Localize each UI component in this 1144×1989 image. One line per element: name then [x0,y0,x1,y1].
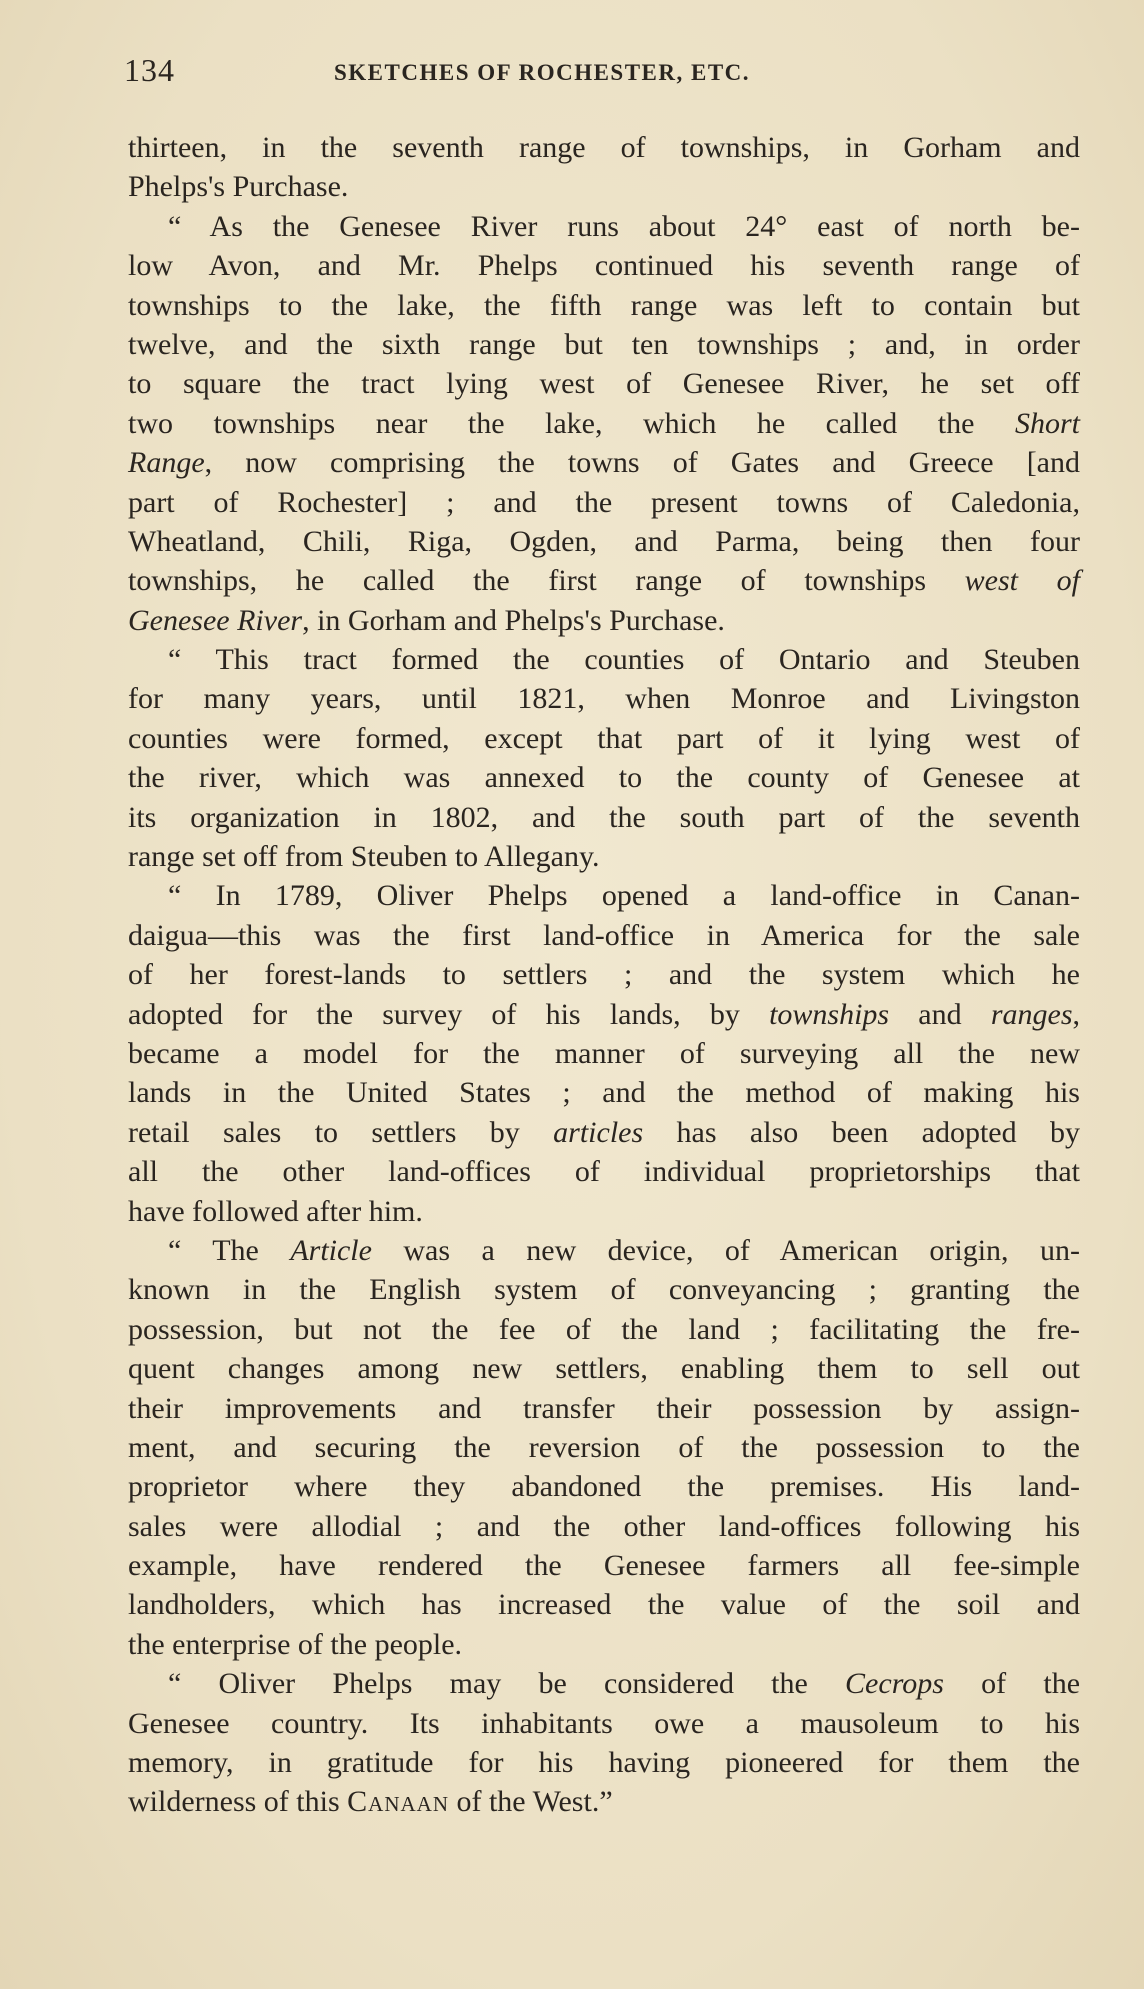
text-line [128,1073,1080,1112]
text-run: the enterprise of the people. [128,1627,463,1661]
text-run: “ The [168,1233,291,1267]
text-run: quent changes among new settlers, enabling them to sell out [128,1352,1080,1386]
text-line [128,561,1080,600]
text-line [128,758,1080,797]
text-run: townships, he called the first range of townships [128,564,965,598]
body-text [128,128,1080,1822]
text-run: twelve, and the sixth range but ten townships ; and, in order [128,327,1080,361]
text-run: landholders, which has increased the value of the soil and [128,1588,1080,1622]
text-line [128,167,1080,206]
text-run: and [889,997,991,1031]
text-run: their improvements and transfer their possession by assign- [128,1391,1080,1425]
text-run: possession, but not the fee of the land ; facilitating the fre- [128,1312,1080,1346]
text-line [128,1782,1080,1821]
text-run: sales were allodial ; and the other land-offices following his [128,1509,1080,1543]
text-line [128,483,1080,522]
text-line [128,876,1080,915]
text-run: thirteen, in the seventh range of townships, in Gorham and [128,131,1080,164]
text-run: counties were formed, except that part of it lying west of [128,721,1080,755]
text-line [128,1585,1080,1624]
text-run: “ In 1789, Oliver Phelps opened a land-office in Canan- [168,879,1080,913]
text-run: west of [964,564,1081,598]
text-line [128,640,1080,679]
text-line [128,1467,1080,1506]
text-run: articles [553,1115,644,1149]
text-line [128,207,1080,246]
text-line [128,443,1080,482]
text-run: known in the English system of conveyancing ; granting the [128,1273,1080,1307]
text-run: wilderness of this [128,1785,348,1819]
text-line [128,1113,1080,1152]
text-line [128,798,1080,837]
text-line [128,679,1080,718]
text-run: ranges [990,997,1073,1031]
text-run: two townships near the lake, which he called the [128,406,1015,440]
text-line [128,1507,1080,1546]
text-line [128,1034,1080,1073]
text-line [128,916,1080,955]
text-run: retail sales to settlers by [128,1115,554,1149]
text-line [128,837,1080,876]
text-line [128,1625,1080,1664]
text-run: to square the tract lying west of Genesee River, he set off [128,367,1080,401]
text-line [128,1310,1080,1349]
text-line [128,1152,1080,1191]
text-run: memory, in gratitude for his having pioneered for them the [128,1746,1080,1780]
text-run: “ This tract formed the counties of Ontario and Steuben [168,643,1080,677]
text-run: ment, and securing the reversion of the possession to the [128,1430,1080,1464]
text-run: townships [769,997,890,1031]
text-run: adopted for the survey of his lands, by [128,997,770,1031]
page-header [124,52,1084,96]
text-run: Genesee country. Its inhabitants owe a mausoleum to his [128,1706,1080,1740]
text-run: part of Rochester] ; and the present towns of Caledonia, [128,485,1080,519]
text-run: became a model for the manner of surveying all the new [128,1036,1080,1070]
text-line [128,1349,1080,1388]
text-line [128,404,1080,443]
text-line [128,1389,1080,1428]
text-run: , [1072,997,1080,1031]
text-run: daigua—this was the first land-office in America for the sale [128,918,1080,952]
text-run: of the [943,1667,1081,1701]
text-line [128,1546,1080,1585]
text-run: Wheatland, Chili, Riga, Ogden, and Parma, being then four [128,524,1080,558]
text-line [128,1270,1080,1309]
text-run: its organization in 1802, and the south part of the seventh [128,800,1080,834]
text-line [128,1231,1080,1270]
text-run: Short [1014,406,1080,440]
text-run: proprietor where they abandoned the premises. His land- [128,1470,1080,1504]
text-run: all the other land-offices of individual proprietorships that [128,1155,1080,1189]
text-line [128,1743,1080,1782]
text-run: Range [128,446,205,480]
text-run: “ Oliver Phelps may be considered the [168,1667,846,1701]
text-run: example, have rendered the Genesee farmers all fee-simple [128,1549,1080,1583]
text-run: Phelps's Purchase. [128,170,349,204]
text-run: Cecrops [845,1667,944,1701]
text-line [128,1428,1080,1467]
text-line [128,1664,1080,1703]
text-run: has also been adopted by [643,1115,1080,1149]
text-run: , in Gorham and Phelps's Purchase. [302,603,725,637]
text-line [128,325,1080,364]
text-line [128,522,1080,561]
text-line [128,364,1080,403]
text-line [128,128,1080,167]
text-line [128,995,1080,1034]
text-run: , now comprising the towns of Gates and Greece [and [204,446,1080,480]
text-run: of her forest-lands to settlers ; and the system which he [128,958,1080,992]
text-line [128,601,1080,640]
text-line [128,1704,1080,1743]
text-run: lands in the United States ; and the method of making his [128,1076,1080,1110]
text-run: low Avon, and Mr. Phelps continued his seventh range of [128,249,1080,283]
text-run: have followed after him. [128,1194,423,1228]
text-run: Article [290,1233,372,1267]
text-line [128,286,1080,325]
text-run: for many years, until 1821, when Monroe and Livingston [128,682,1080,716]
text-line [128,955,1080,994]
text-line [128,1192,1080,1231]
text-run: was a new device, of American origin, un- [371,1233,1080,1267]
text-run: the river, which was annexed to the county of Genesee at [128,761,1080,795]
text-run: of the West.” [448,1785,613,1819]
text-line [128,719,1080,758]
text-run: Canaan [347,1785,449,1819]
running-head: SKETCHES OF ROCHESTER, ETC. [334,60,751,85]
text-run: range set off from Steuben to Allegany. [128,840,600,874]
text-line [128,246,1080,285]
page-number: 134 [124,52,175,88]
text-run: “ As the Genesee River runs about 24° east of north be- [168,209,1080,243]
text-run: townships to the lake, the fifth range was left to contain but [128,288,1080,322]
text-run: Genesee River [128,603,303,637]
